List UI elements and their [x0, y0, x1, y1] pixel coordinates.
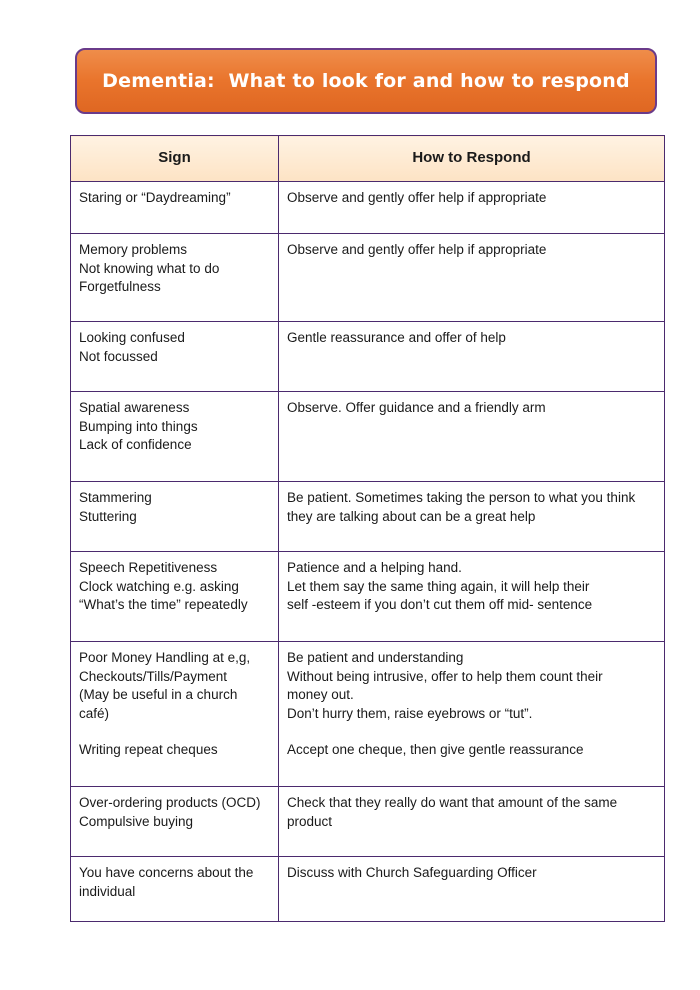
respond-column-header: How to Respond: [279, 136, 665, 182]
response-text: Discuss with Church Safeguarding Officer: [287, 865, 537, 880]
response-text: Observe. Offer guidance and a friendly arm: [287, 400, 546, 415]
table-body: [71, 182, 665, 922]
response-cell: [279, 322, 665, 392]
table-row: [71, 482, 665, 552]
response-text: Observe and gently offer help if appropriate: [287, 242, 547, 257]
response-text: Gentle reassurance and offer of help: [287, 330, 506, 345]
sign-text: You have concerns about the: [79, 865, 254, 880]
sign-text: Lack of confidence: [79, 437, 192, 452]
sign-cell: [71, 322, 279, 392]
response-text: Let them say the same thing again, it will help their: [287, 578, 590, 594]
response-text: Be patient. Sometimes taking the person to what you think: [287, 490, 636, 505]
sign-text: Compulsive buying: [79, 813, 194, 829]
sign-text: Speech Repetitiveness: [79, 560, 218, 575]
table-row: [71, 182, 665, 234]
response-text: Patience and a helping hand.: [287, 560, 462, 575]
response-cell: [279, 182, 665, 234]
sign-text: Writing repeat cheques: [79, 742, 218, 757]
sign-cell: [71, 787, 279, 857]
sign-text: individual: [79, 883, 136, 899]
sign-text: Staring or “Daydreaming”: [79, 190, 231, 205]
sign-cell: [71, 182, 279, 234]
response-text: Check that they really do want that amount of the same: [287, 795, 618, 810]
spacer: [287, 723, 658, 741]
response-text: Accept one cheque, then give gentle reassurance: [287, 742, 584, 757]
title-banner: [75, 48, 657, 114]
response-cell: [279, 857, 665, 922]
sign-text: Spatial awareness: [79, 400, 190, 415]
sign-text: Not focussed: [79, 348, 158, 364]
table-row: [71, 552, 665, 642]
sign-cell: [71, 857, 279, 922]
sign-text: Forgetfulness: [79, 279, 161, 294]
sign-cell: [71, 234, 279, 322]
response-text: Be patient and understanding: [287, 650, 464, 665]
response-text: Without being intrusive, offer to help them count their: [287, 668, 603, 684]
response-cell: [279, 642, 665, 787]
sign-text: Looking confused: [79, 330, 185, 345]
sign-text: Over-ordering products (OCD): [79, 795, 261, 810]
page-title: Dementia: What to look for and how to respond: [102, 70, 630, 92]
header-row: [71, 136, 665, 182]
sign-cell: [71, 552, 279, 642]
response-cell: [279, 234, 665, 322]
response-cell: [279, 787, 665, 857]
table-row: [71, 392, 665, 482]
table-row: [71, 857, 665, 922]
table-row: [71, 322, 665, 392]
sign-text: café): [79, 705, 110, 721]
response-cell: [279, 392, 665, 482]
response-cell: [279, 482, 665, 552]
table-row: [71, 642, 665, 787]
response-text: product: [287, 813, 333, 829]
sign-text: (May be useful in a church: [79, 687, 238, 702]
response-cell: [279, 552, 665, 642]
table-row: [71, 234, 665, 322]
sign-cell: [71, 482, 279, 552]
spacer: [79, 723, 272, 741]
signs-table: [70, 135, 665, 922]
sign-text: Clock watching e.g. asking: [79, 578, 239, 594]
response-text: Don’t hurry them, raise eyebrows or “tut”.: [287, 705, 533, 721]
sign-text: Checkouts/Tills/Payment: [79, 668, 228, 684]
response-text: money out.: [287, 687, 354, 702]
table-row: [71, 787, 665, 857]
sign-cell: [71, 642, 279, 787]
response-text: they are talking about can be a great help: [287, 508, 536, 524]
sign-cell: [71, 392, 279, 482]
sign-text: Poor Money Handling at e,g,: [79, 650, 251, 665]
sign-text: Not knowing what to do: [79, 260, 220, 276]
sign-text: Stuttering: [79, 508, 137, 524]
response-text: Observe and gently offer help if appropriate: [287, 190, 547, 205]
sign-text: Memory problems: [79, 242, 188, 257]
response-text: self -esteem if you don’t cut them off mid- sentence: [287, 597, 593, 612]
sign-text: Stammering: [79, 490, 152, 505]
sign-text: “What’s the time” repeatedly: [79, 597, 248, 612]
sign-text: Bumping into things: [79, 418, 198, 434]
sign-column-header: Sign: [71, 136, 279, 182]
